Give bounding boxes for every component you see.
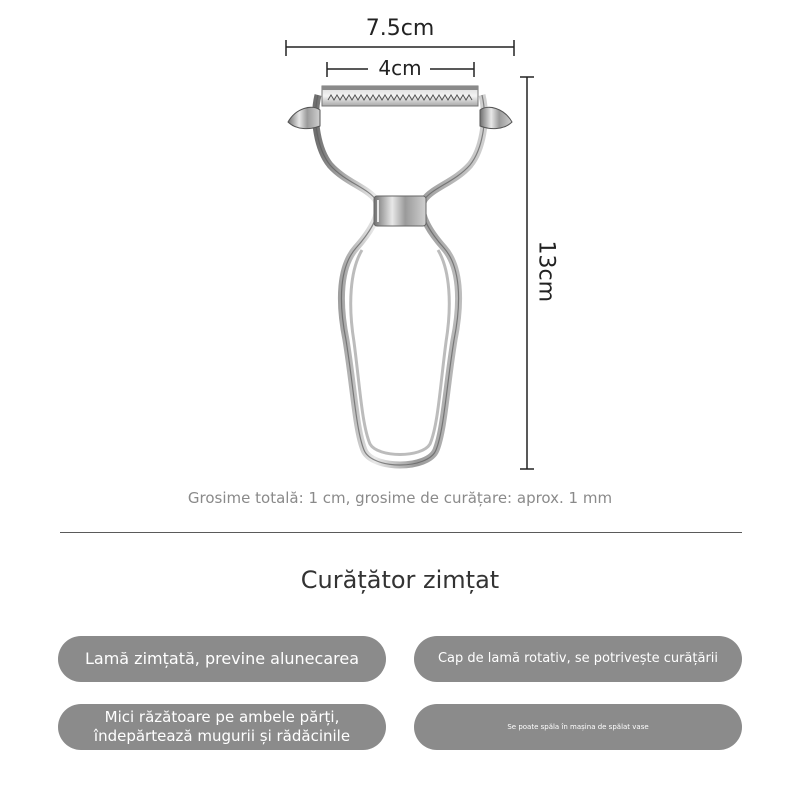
serrated-blade	[322, 86, 478, 106]
feature-text: Se poate spăla în mașina de spălat vase	[507, 722, 649, 731]
feature-text: Mici răzătoare pe ambele părți, îndepărtează mugurii și rădăcinile	[93, 708, 351, 745]
blade-width-label: 4cm	[378, 56, 422, 80]
divider	[60, 532, 742, 533]
height-label: 13cm	[533, 240, 559, 303]
peeler-frame	[288, 95, 512, 465]
thickness-note: Grosime totală: 1 cm, grosime de curățare: aprox. 1 mm	[187, 489, 613, 507]
overall-width-dimension-line	[286, 40, 514, 56]
overall-width-label: 7.5cm	[365, 16, 435, 41]
feature-pill-serrated-blade	[58, 636, 386, 682]
height-dimension-line	[520, 77, 534, 469]
feature-pill-rotating-head	[414, 636, 742, 682]
feature-pill-side-graters	[58, 704, 386, 750]
product-title: Curățător zimțat	[300, 566, 500, 594]
feature-text: Lamă zimțată, previne alunecarea	[84, 649, 359, 668]
feature-pill-dishwasher-safe	[414, 704, 742, 750]
feature-text: Cap de lamă rotativ, se potrivește curățării	[437, 650, 719, 666]
